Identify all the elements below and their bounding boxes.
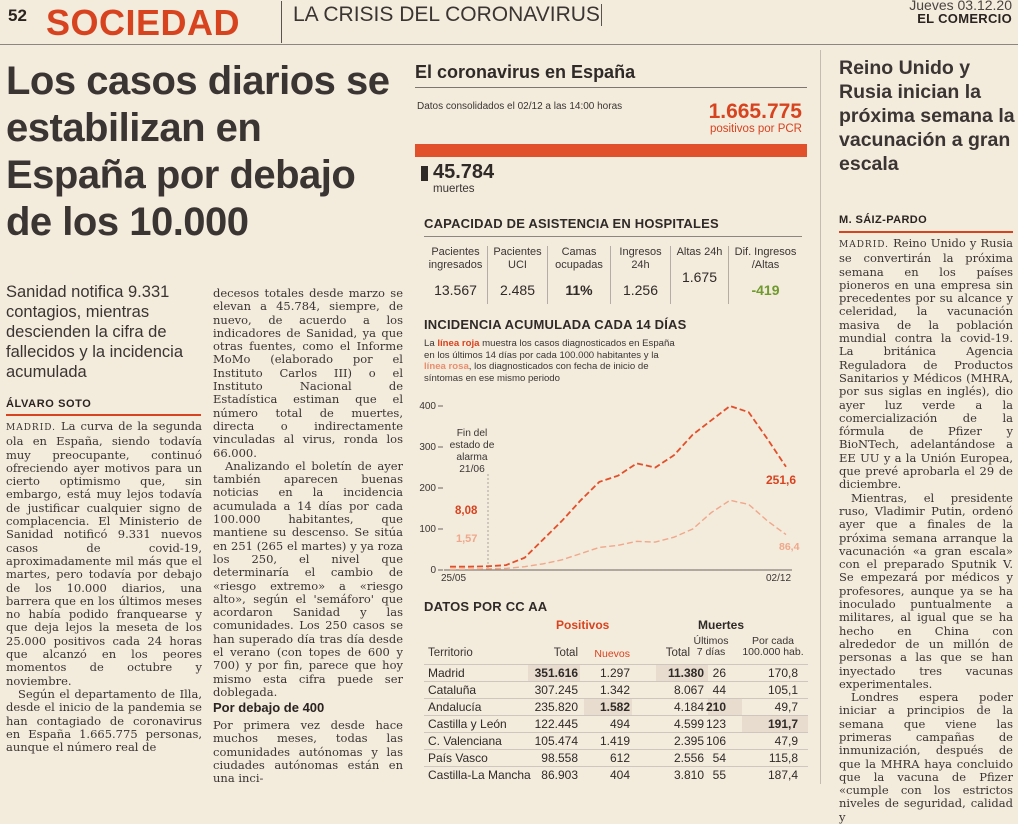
red-start-label: 8,08 [455,505,478,517]
red-line-label: línea roja [437,338,480,349]
article-column-2 [213,287,403,699]
cell-last7: 44 [712,683,726,697]
cell-new: 1.297 [599,666,630,680]
cell-territory: C. Valenciana [428,734,502,748]
col-header-per100k: Por cada 100.000 hab. [742,635,804,658]
article-byline: ÁLVARO SOTO [6,398,92,410]
cell-deaths: 2.395 [673,734,704,748]
cell-new: 404 [609,768,630,782]
pink-start-label: 1,57 [456,533,478,545]
total-deaths: 45.784 [433,161,495,183]
paragraph: decesos totales desde marzo se elevan a 45.784, siempre, de nuevo, de acuerdo a los indicadores de Sanidad, ya que otras fuentes, como el Informe MoMo (elaborado por el Instituto Carlos III) o el Instituto Nacional de Estadística estiman que el número total de muertes, directa o indirectamente vinculadas al virus, ronda los 66.000. [213,286,403,460]
regions-title: DATOS POR CC AA [424,599,548,614]
sidebar-byline: M. SÁIZ-PARDO [839,214,928,226]
cell-total: 122.445 [534,717,578,731]
text-fragment: La [424,338,438,349]
table-row [424,766,808,783]
issue-date: Jueves 03.12.20 [909,0,1012,13]
cell-per100k: 47,9 [774,734,798,748]
paragraph: Londres espera poder iniciar a principios de la semana que viene las primeras campañas de inmunización, después de que la MHRA haya concluido que la vacuna de Pfizer «cumple con los estrictos niveles de seguridad, calidad y [839,690,1013,824]
cell-territory: Cataluña [428,683,477,697]
byline-rule [6,414,201,416]
y-tick-label: 300 [419,442,436,453]
cell-last7: 54 [712,751,726,765]
y-tick-label: 100 [419,524,436,535]
red-end-label: 251,6 [766,473,797,487]
cell-total: 235.820 [534,700,578,714]
table-row [424,681,808,698]
deaths-marker [421,166,428,181]
cell-new: 1.342 [599,683,630,697]
hospital-title: CAPACIDAD DE ASISTENCIA EN HOSPITALES [424,216,719,231]
dateline: MADRID. [839,240,890,250]
x-axis-start: 25/05 [441,573,467,584]
cell-new: 1.419 [599,734,630,748]
cell-deaths: 4.184 [673,700,704,714]
total-deaths-label: muertes [433,183,475,195]
cell-last7: 26 [712,666,726,680]
paragraph: Por primera vez desde hace muchos meses, todas las comunidades autónomas y las ciudades autónomas están en una inci- [213,718,403,786]
stat-value: 1.256 [622,282,659,298]
cell-territory: Castilla-La Mancha [428,768,531,782]
cell-per100k: 191,7 [767,717,798,731]
hospital-rule [424,236,802,237]
stat-label: Pacientes UCI [493,246,542,271]
table-row [424,749,808,766]
hospital-stat [728,246,802,304]
stat-label: Dif. Ingresos /Altas [734,246,797,271]
col-header-total: Total [553,647,578,659]
incidence-chart [414,390,810,590]
incidence-description [424,338,682,384]
cell-last7: 55 [712,768,726,782]
cell-total: 351.616 [534,666,578,680]
stat-value: 2.485 [499,282,536,298]
cell-per100k: 170,8 [767,666,798,680]
stat-value: 13.567 [434,282,477,298]
cell-deaths: 3.810 [673,768,704,782]
newspaper-name: EL COMERCIO [917,11,1012,26]
pink-line-label: línea rosa [424,361,469,373]
cell-territory: Madrid [428,666,465,680]
paragraph: Según el departamento de Illa, desde el inicio de la pandemia se han contagiado de coronavirus en España 1.665.775 personas, aunque el número real de [6,686,202,755]
article-column-1 [6,420,202,754]
hospital-stat [610,246,670,304]
paragraph: Mientras, el presidente ruso, Vladimir Putin, ordenó ayer que a finales de la próxima semana arranque la vacunación «a gran escala» con el preparado Sputnik V. Se empezará por médicos y profesores, aunque ya se ha inoculado puntualmente a militares, al igual que se ha hecho en China con alrededor de un millón de personas a las que se han inyectado tres vacunas experimentales. [839,490,1013,691]
col-header-last7: Últimos 7 días [693,635,729,658]
cell-total: 105.474 [534,734,578,748]
cell-deaths: 8.067 [673,683,704,697]
sidebar-byline-rule [839,231,1013,233]
cell-territory: País Vasco [428,751,488,765]
article-headline: Los casos diarios se estabilizan en España por debajo de los 10.000 [6,59,390,244]
col-header-territory: Territorio [428,647,473,659]
page-number: 52 [8,6,27,25]
stat-label: Camas ocupadas [555,246,603,271]
cell-per100k: 105,1 [767,683,798,697]
cell-deaths: 11.380 [667,666,704,680]
section-title: SOCIEDAD [46,2,241,43]
cell-total: 86.903 [541,768,578,782]
sidebar-headline: Reino Unido y Rusia inician la próxima semana la vacunación a gran escala [839,57,1015,175]
stat-label: Ingresos 24h [619,246,662,271]
hospital-stat [424,246,487,304]
paragraph: Reino Unido y Rusia se convertirán la próxima semana en los países pioneros en una empresa sin precedentes por su alcance y celeridad, la vacunación masiva de la población mundial contra la covid-19. La británica Agencia Reguladora de Productos Sanitarios y Médicos (MHRA, por sus siglas en inglés), dio ayer luz verde a la comercialización de la fórmula de Pfizer y BioNTech, adelantándose a EE UU y a la Unión Europea, que prevé aprobarla el 29 de diciembre. [839,236,1013,492]
article-intertitle: Por debajo de 400 [213,700,325,715]
column-divider [820,50,821,784]
subsection-divider [601,4,602,26]
y-tick-label: 0 [430,565,436,576]
stat-value: 1.675 [681,269,718,285]
text-fragment: muestra los casos diagnosticados en España en los últimos 14 días por cada 100.000 habitantes y la [424,338,675,361]
subsection-title: LA CRISIS DEL CORONAVIRUS [293,3,600,26]
article-column-2-continued [213,719,403,785]
alarm-annotation: Fin del estado de alarma 21/06 [449,428,495,475]
paragraph: La curva de la segunda ola en España, siendo todavía muy preocupante, continuó ofreciendo ayer motivos para un cierto optimismo que, sin embargo, está muy lejos todavía de justificar cualquier signo de complacencia. El Ministerio de Sanidad notificó 9.331 nuevos casos de covid-19, aproximadamente mil más que el martes, pero todavía por debajo de los 10.000 diarios, una barrera que en los últimos meses no había podido franquearse y que deja lejos la meseta de los 25.000 positivos cada 24 horas que alcanzó en los peores momentos de octubre y noviembre. [6,419,202,688]
cell-new: 612 [609,751,630,765]
stat-label: Pacientes ingresados [428,246,483,271]
text-fragment: , los diagnosticados con fecha de inicio de síntomas en ese mismo periodo [424,361,649,384]
article-subhead: Sanidad notifica 9.331 contagios, mientras descienden la cifra de fallecidos y la incidencia acumulada [6,283,184,381]
graphic-title: El coronavirus en España [415,62,636,82]
cell-last7: 210 [705,700,726,714]
series-line-pink [450,500,786,569]
paragraph: Analizando el boletín de ayer también aparecen buenas noticias en la incidencia acumulada a 14 días por cada 100.000 habitantes, que mantiene su descenso. Se sitúa en 251 (265 el martes) y ya roza los 250, el nivel que determinaría el cambio de «riesgo extremo» a «riesgo alto», según el 'semáforo' que acordaron Sanidad y las comunidades. Los 250 casos se han superado día tras día desde el verano (con topes de 600 y 700) y por fin, parece que hoy mismo esta cifra puede ser doblegada. [213,458,403,699]
cell-new: 494 [609,717,630,731]
cell-deaths: 4.599 [673,717,704,731]
col-header-deaths-total: Total [665,647,690,659]
cell-territory: Castilla y León [428,717,507,731]
cell-per100k: 115,8 [768,751,798,765]
cell-territory: Andalucía [428,700,482,714]
hospital-stat [670,246,728,304]
cell-total: 307.245 [534,683,578,697]
header-rule [0,44,1018,45]
stat-value: -419 [751,282,780,298]
deaths-group-header: Muertes [698,618,745,632]
positives-bar [415,144,807,157]
incidence-title: INCIDENCIA ACUMULADA CADA 14 DÍAS [424,317,687,332]
x-axis-end: 02/12 [766,573,792,584]
table-row [424,732,808,749]
cell-per100k: 187,4 [767,768,798,782]
cell-last7: 106 [705,734,726,748]
total-positives-label: positivos por PCR [709,123,802,135]
cell-new: 1.582 [599,700,630,714]
stat-value: 11% [565,282,593,298]
positives-group-header: Positivos [556,618,610,632]
table-row [424,698,808,715]
col-header-new: Nuevos [594,648,630,660]
sidebar-body [839,237,1013,824]
graphic-rule [415,87,807,88]
pink-end-label: 86,4 [779,541,800,553]
y-tick-label: 200 [419,483,436,494]
y-tick-label: 400 [419,401,436,412]
stat-label: Altas 24h [676,246,723,258]
dateline: MADRID. [6,423,57,433]
cell-per100k: 49,7 [774,700,798,714]
cell-total: 98.558 [541,751,578,765]
table-row [424,715,808,732]
hospital-stat [547,246,610,304]
cell-last7: 123 [705,717,726,731]
hospital-stat [487,246,547,304]
graphic-note: Datos consolidados el 02/12 a las 14:00 horas [417,101,623,112]
cell-deaths: 2.556 [673,751,704,765]
series-line-red [450,406,786,567]
total-positives: 1.665.775 [708,100,802,123]
table-row [424,664,808,681]
